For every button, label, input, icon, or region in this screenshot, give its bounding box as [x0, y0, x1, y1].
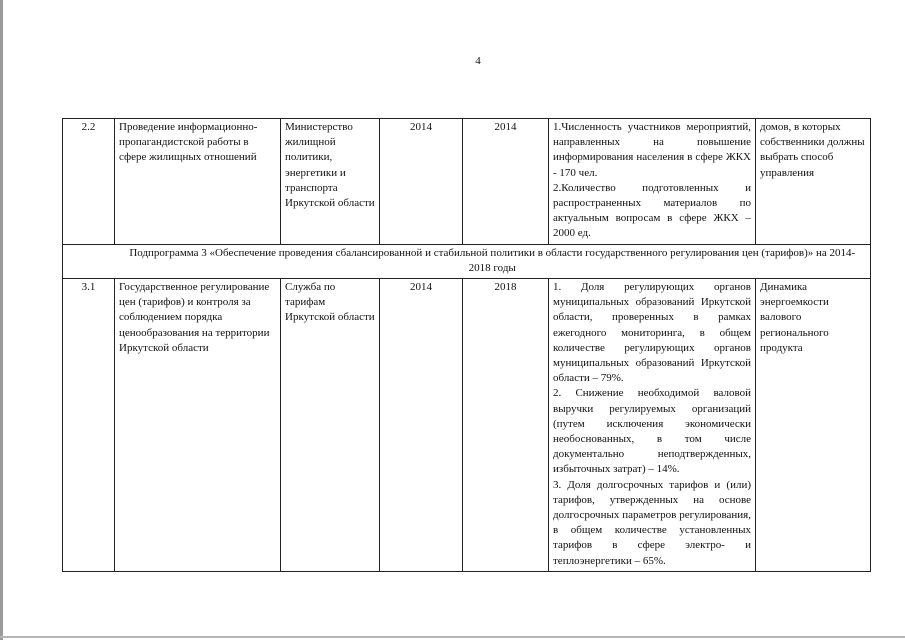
program-table: [62, 118, 871, 572]
executor: Министерство жилищной политики, энергетики и транспорта Иркутской области: [281, 119, 380, 245]
start-year: 2014: [380, 119, 463, 245]
table-row-3-1: [63, 279, 871, 572]
measure-name: Государственное регулирование цен (тарифов) и контроля за соблюдением порядка ценообразования на территории Иркутской области: [115, 279, 281, 572]
target-indicator: домов, в которых собственники должны выбрать способ управления: [756, 119, 871, 245]
indicators-cell: [549, 119, 756, 245]
target-indicator: Динамика энергоемкости валового регионального продукта: [756, 279, 871, 572]
page-number: 4: [475, 55, 481, 67]
end-year: 2018: [463, 279, 549, 572]
row-number: 2.2: [63, 119, 115, 245]
subprogram-row: [63, 244, 871, 278]
table-row-2-2: [63, 119, 871, 245]
start-year: 2014: [380, 279, 463, 572]
end-year: 2014: [463, 119, 549, 245]
indicators-cell: [549, 279, 756, 572]
indicator-item: 1. Доля регулирующих органов муниципальных образований Иркутской области, проверенных в рамках ежегодного мониторинга, в общем количестве регулирующих органов муниципальных образований Иркутской области – 79%.: [553, 281, 751, 385]
scan-bottom-edge: [0, 636, 905, 638]
indicator-item: 1.Численность участников мероприятий, направленных на повышение информирования населения в сфере ЖКХ - 170 чел.: [553, 121, 751, 179]
indicator-item: 2. Снижение необходимой валовой выручки регулируемых организаций (путем исключения экономически необоснованных, в том числе документально неподтвержденных, избыточных затрат) – 14%.: [553, 387, 751, 476]
indicator-item: 2.Количество подготовленных и распространенных материалов по актуальным вопросам в сфере ЖКХ – 2000 ед.: [553, 181, 751, 240]
subprogram-title: Подпрограмма 3 «Обеспечение проведения сбалансированной и стабильной политики в области государственного регулирования цен (тарифов)» на 2014-2018 годы: [115, 244, 871, 278]
indicator-item: 3. Доля долгосрочных тарифов и (или) тарифов, утвержденных на основе долгосрочных параметров регулирования, в общем количестве установленных тарифов в сфере электро- и теплоэнергетики – 65%.: [553, 478, 751, 567]
scan-left-edge: [0, 0, 3, 640]
measure-name: Проведение информационно-пропагандистской работы в сфере жилищных отношений: [115, 119, 281, 245]
executor: Служба по тарифам Иркутской области: [281, 279, 380, 572]
row-number: 3.1: [63, 279, 115, 572]
